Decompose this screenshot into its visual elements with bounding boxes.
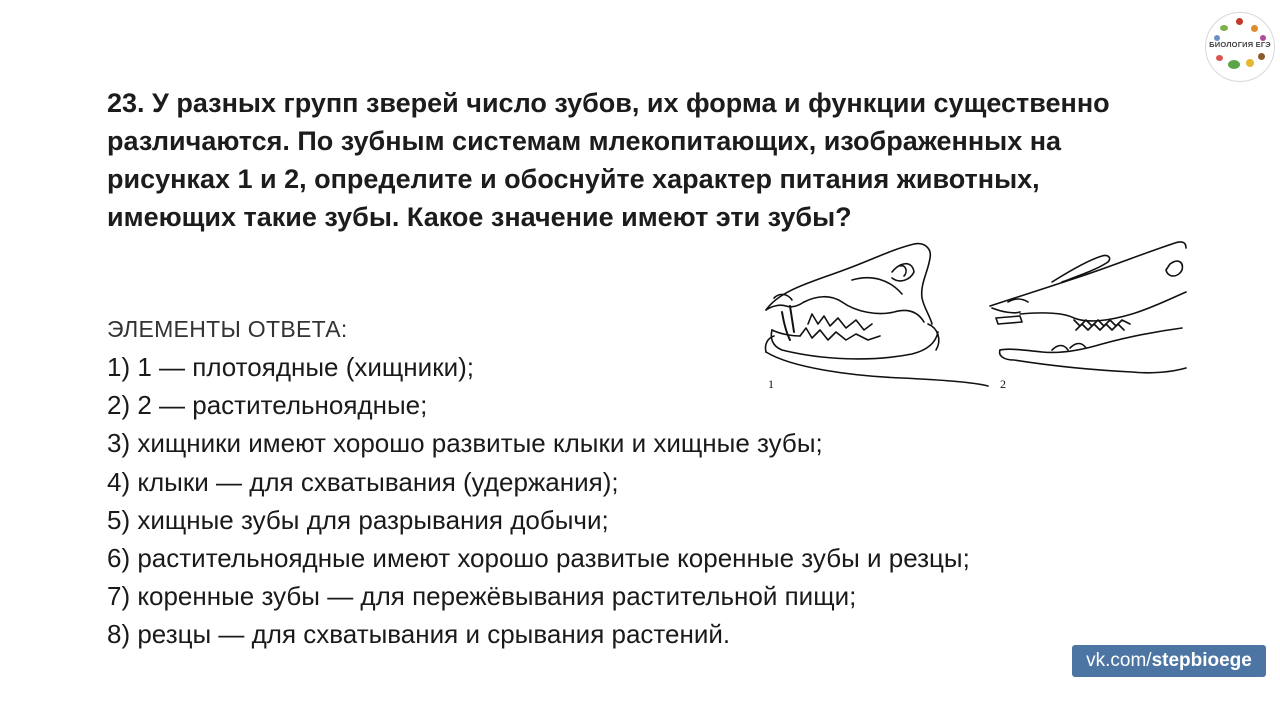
figure-label-2: 2 xyxy=(1000,377,1006,391)
figure-label-1: 1 xyxy=(768,377,774,391)
answer-item: 8) резцы — для схватывания и срывания растений. xyxy=(107,619,731,650)
answer-item: 7) коренные зубы — для пережёвывания растительной пищи; xyxy=(107,581,857,612)
logo-dot-icon xyxy=(1246,59,1254,67)
question-line: 23. У разных групп зверей число зубов, их форма и функции существенно xyxy=(107,88,1110,118)
logo-dot-icon xyxy=(1220,25,1228,31)
answer-item: 6) растительноядные имеют хорошо развитые коренные зубы и резцы; xyxy=(107,543,970,574)
answer-item: 3) хищники имеют хорошо развитые клыки и хищные зубы; xyxy=(107,428,823,459)
logo-dot-icon xyxy=(1236,18,1243,25)
vk-link-handle: stepbioege xyxy=(1151,650,1252,671)
logo-frog-icon xyxy=(1228,60,1240,69)
question-line: различаются. По зубным системам млекопитающих, изображенных на xyxy=(107,126,1062,156)
question-line: имеющих такие зубы. Какое значение имеют эти зубы? xyxy=(107,202,852,232)
answer-list xyxy=(107,348,970,654)
answer-item: 2) 2 — растительноядные; xyxy=(107,390,428,421)
answer-header: ЭЛЕМЕНТЫ ОТВЕТА: xyxy=(107,316,348,342)
vk-link-prefix: vk.com/ xyxy=(1086,650,1152,671)
question-line: рисунках 1 и 2, определите и обоснуйте характер питания животных, xyxy=(107,164,1040,194)
logo xyxy=(1205,12,1275,82)
logo-dot-icon xyxy=(1258,53,1265,60)
logo-dot-icon xyxy=(1216,55,1223,61)
logo-dot-icon xyxy=(1251,25,1258,32)
logo-text: БИОЛОГИЯ ЕГЭ xyxy=(1209,40,1271,49)
answer-item: 5) хищные зубы для разрывания добычи; xyxy=(107,504,609,535)
vk-link-badge[interactable] xyxy=(1072,645,1266,677)
answer-item: 4) клыки — для схватывания (удержания); xyxy=(107,466,619,497)
herbivore-skull-drawing xyxy=(990,242,1186,373)
answer-item: 1) 1 — плотоядные (хищники); xyxy=(107,352,474,382)
question-text xyxy=(107,84,1182,236)
